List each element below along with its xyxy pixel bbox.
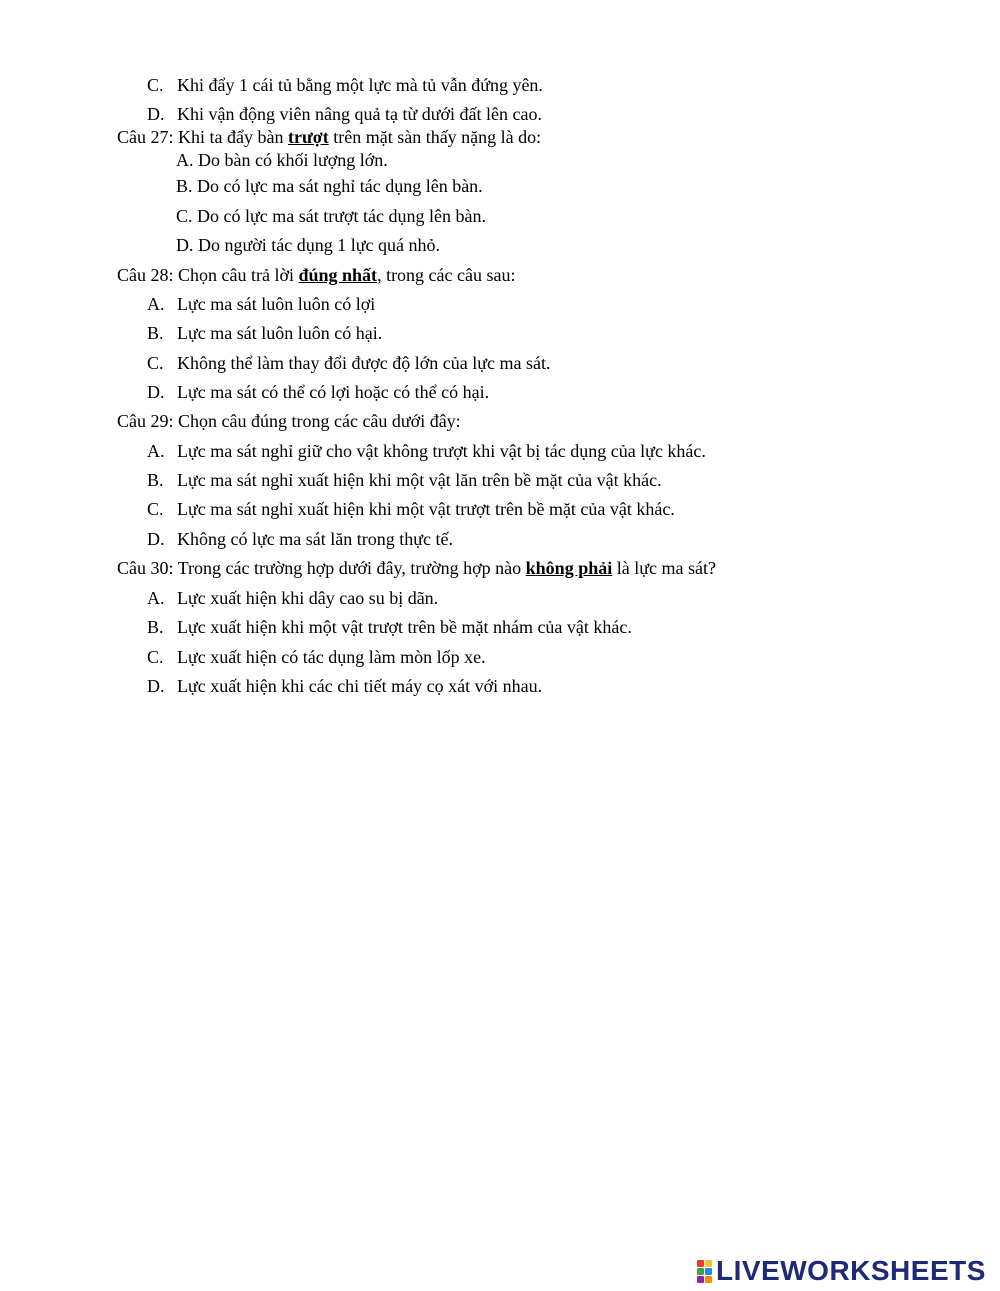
logo-block (697, 1276, 704, 1283)
option-c (147, 646, 486, 668)
option-c (147, 498, 675, 520)
option-text: Khi vận động viên nâng quả tạ từ dưới đất lên cao. (177, 104, 542, 124)
option-letter: C. (147, 647, 164, 667)
option-c (147, 352, 550, 374)
question-30 (117, 557, 716, 579)
question-text: Câu 28: Chọn câu trả lời (117, 265, 299, 285)
option-d (147, 381, 489, 403)
option-d: D. Do người tác dụng 1 lực quá nhỏ. (176, 235, 440, 255)
option-text: Lực ma sát nghỉ xuất hiện khi một vật lăn trên bề mặt của vật khác. (177, 470, 662, 490)
question-text: trên mặt sàn thấy nặng là do: (328, 127, 542, 147)
logo-block (697, 1260, 704, 1267)
option-letter: B. (147, 323, 164, 343)
logo-block (705, 1260, 712, 1267)
option-text: Lực xuất hiện khi dây cao su bị dãn. (177, 588, 439, 608)
question-text: Câu 27: Khi ta đẩy bàn (117, 127, 288, 147)
option-a (147, 587, 438, 609)
option-letter: C. (147, 353, 164, 373)
logo-block (705, 1268, 712, 1275)
option-text: Lực ma sát có thể có lợi hoặc có thể có hại. (177, 382, 490, 402)
option-d (147, 675, 542, 697)
option-b (147, 469, 662, 491)
option-text: Khi đẩy 1 cái tủ bằng một lực mà tủ vẫn đứng yên. (177, 75, 543, 95)
option-text: Không thể làm thay đổi được độ lớn của lực ma sát. (177, 353, 551, 373)
option-b (147, 322, 382, 344)
option-text: Lực ma sát nghỉ xuất hiện khi một vật trượt trên bề mặt của vật khác. (177, 499, 675, 519)
option-letter: D. (147, 676, 165, 696)
option-letter: A. (147, 588, 165, 608)
option-text: Không có lực ma sát lăn trong thực tế. (177, 529, 453, 549)
emphasis-word: không phải (525, 558, 613, 578)
option-b: B. Do có lực ma sát nghỉ tác dụng lên bàn. (176, 176, 483, 196)
liveworksheets-logo (697, 1254, 986, 1288)
option-text: Lực ma sát luôn luôn có hại. (177, 323, 383, 343)
option-text: Lực xuất hiện khi các chi tiết máy cọ xát với nhau. (177, 676, 543, 696)
option-letter: A. (147, 294, 165, 314)
option-c: C. Do có lực ma sát trượt tác dụng lên bàn. (176, 206, 486, 226)
emphasis-word: trượt (287, 127, 329, 147)
option-letter: B. (147, 470, 164, 490)
option-b (147, 616, 632, 638)
option-a (147, 293, 375, 315)
option-letter: C. (147, 75, 164, 95)
question-text: Câu 30: Trong các trường hợp dưới đây, trường hợp nào (117, 558, 526, 578)
option-letter: C. (147, 499, 164, 519)
logo-text: LIVEWORKSHEETS (716, 1255, 986, 1286)
option-letter: D. (147, 529, 165, 549)
option-text: Lực ma sát nghỉ giữ cho vật không trượt khi vật bị tác dụng của lực khác. (177, 441, 706, 461)
option-a (147, 440, 706, 462)
option-text: Lực ma sát luôn luôn có lợi (177, 294, 376, 314)
logo-blocks-icon (697, 1260, 712, 1283)
option-letter: D. (147, 104, 165, 124)
option-c (147, 74, 543, 96)
option-letter: D. (147, 382, 165, 402)
question-27 (117, 126, 541, 148)
option-text: Lực xuất hiện có tác dụng làm mòn lốp xe. (177, 647, 486, 667)
question-28 (117, 264, 516, 286)
option-letter: A. (147, 441, 165, 461)
emphasis-word: đúng nhất (298, 265, 378, 285)
logo-block (705, 1276, 712, 1283)
question-text: , trong các câu sau: (377, 265, 516, 285)
option-letter: B. (147, 617, 164, 637)
option-d (147, 103, 542, 125)
option-text: Lực xuất hiện khi một vật trượt trên bề mặt nhám của vật khác. (177, 617, 632, 637)
question-29: Câu 29: Chọn câu đúng trong các câu dưới đây: (117, 411, 461, 431)
logo-block (697, 1268, 704, 1275)
option-a: A. Do bàn có khối lượng lớn. (176, 150, 388, 170)
question-text: là lực ma sát? (612, 558, 716, 578)
option-d (147, 528, 453, 550)
